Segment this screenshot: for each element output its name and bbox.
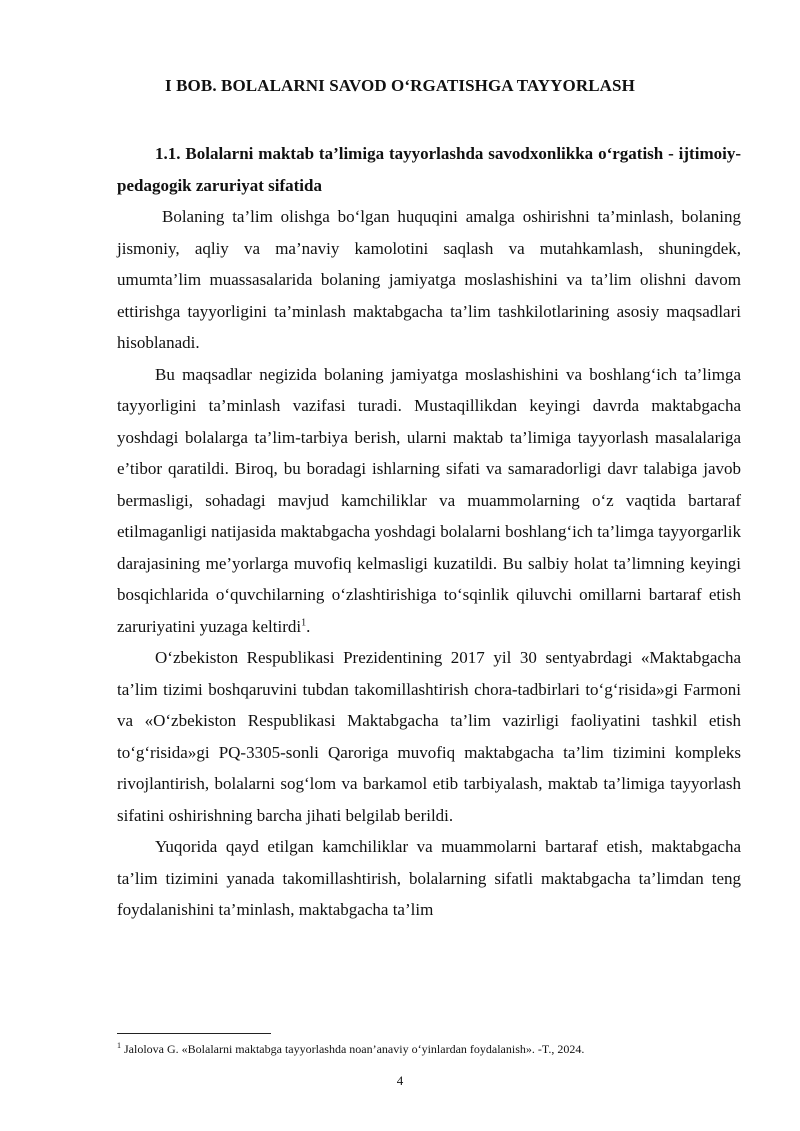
footnote-separator <box>117 1033 271 1034</box>
footnote-number: 1 <box>117 1041 121 1050</box>
paragraph-2 <box>117 359 741 643</box>
footnote-text: Jalolova G. «Bolalarni maktabga tayyorlashda noan’anaviy o‘yinlardan foydalanish». -T., 2024. <box>124 1042 585 1056</box>
paragraph-4: Yuqorida qayd etilgan kamchiliklar va muammolarni bartaraf etish, maktabgacha ta’lim tizimini yanada takomillashtirish, bolalarning sifatli maktabgacha ta’limdan teng foydalanishini ta’minlash, maktabgacha ta’lim <box>117 837 741 919</box>
paragraph-1: Bolaning ta’lim olishga bo‘lgan huquqini amalga oshirishni ta’minlash, bolaning jismoniy, aqliy va ma’naviy kamolotini saqlash va mutahkamlash, shuningdek, umumta’lim muassasalarida bolaning jamiyatga moslashishini va ta’lim olishni davom ettirishga tayyorligini ta’minlash maktabgacha ta’lim tashkilotlarining asosiy maqsadlari hisoblanadi. <box>117 207 741 352</box>
paragraph-2-period: . <box>306 616 311 636</box>
paragraph-3: O‘zbekiston Respublikasi Prezidentining 2017 yil 30 sentyabrdagi «Maktabgacha ta’lim tizimi boshqaruvini tubdan takomillashtirish chora-tadbirlari to‘g‘risida»gi Farmoni va «O‘zbekiston Respublikasi Maktabgacha ta’lim vazirligi faoliyatini tashkil etish to‘g‘risida»gi PQ-3305-sonli Qaroriga muvofiq maktabgacha ta’lim tizimini kompleks rivojlantirish, bolalarni sog‘lom va barkamol etib tarbiyalash, maktab ta’limiga tayyorlash sifatini oshirishning barcha jihati belgilab berildi. <box>117 648 741 825</box>
footnote-reference[interactable]: 1 <box>301 616 307 628</box>
section-title: 1.1. Bolalarni maktab ta’limiga tayyorlashda savodxonlikka o‘rgatish - ijtimoiy-pedagogik zaruriyat sifatida <box>117 144 741 195</box>
page-number: 4 <box>396 1073 404 1088</box>
body-text <box>117 138 741 926</box>
paragraph-2-text: Bu maqsadlar negizida bolaning jamiyatga moslashishini va boshlang‘ich ta’limga tayyorligini ta’minlash vazifasi turadi. Mustaqillikdan keyingi davrda maktabgacha yoshdagi bolalarga ta’lim-tarbiya berish, ularni maktab ta’limiga tayyorlash masalalariga e’tibor qaratildi. Biroq, bu boradagi ishlarning sifati va samaradorligi davr talabiga javob bermasligi, sohadagi mavjud kamchiliklar va muammolarning o‘z vaqtida bartaraf etilmaganligi natijasida maktabgacha yoshdagi bolalarni boshlang‘ich ta’limga tayyorgarlik darajasining me’yorlarga muvofiq kelmasligi kuzatildi. Bu salbiy holat ta’limning keyingi bosqichlarida o‘quvchilarning o‘zlashtirishiga to‘sqinlik qiluvchi omillarni bartaraf etish zaruriyatini yuzaga keltirdi <box>117 364 741 636</box>
chapter-title: I BOB. BOLALARNI SAVOD O‘RGATISHGA TAYYORLASH <box>165 76 635 95</box>
footnote <box>117 1041 741 1057</box>
